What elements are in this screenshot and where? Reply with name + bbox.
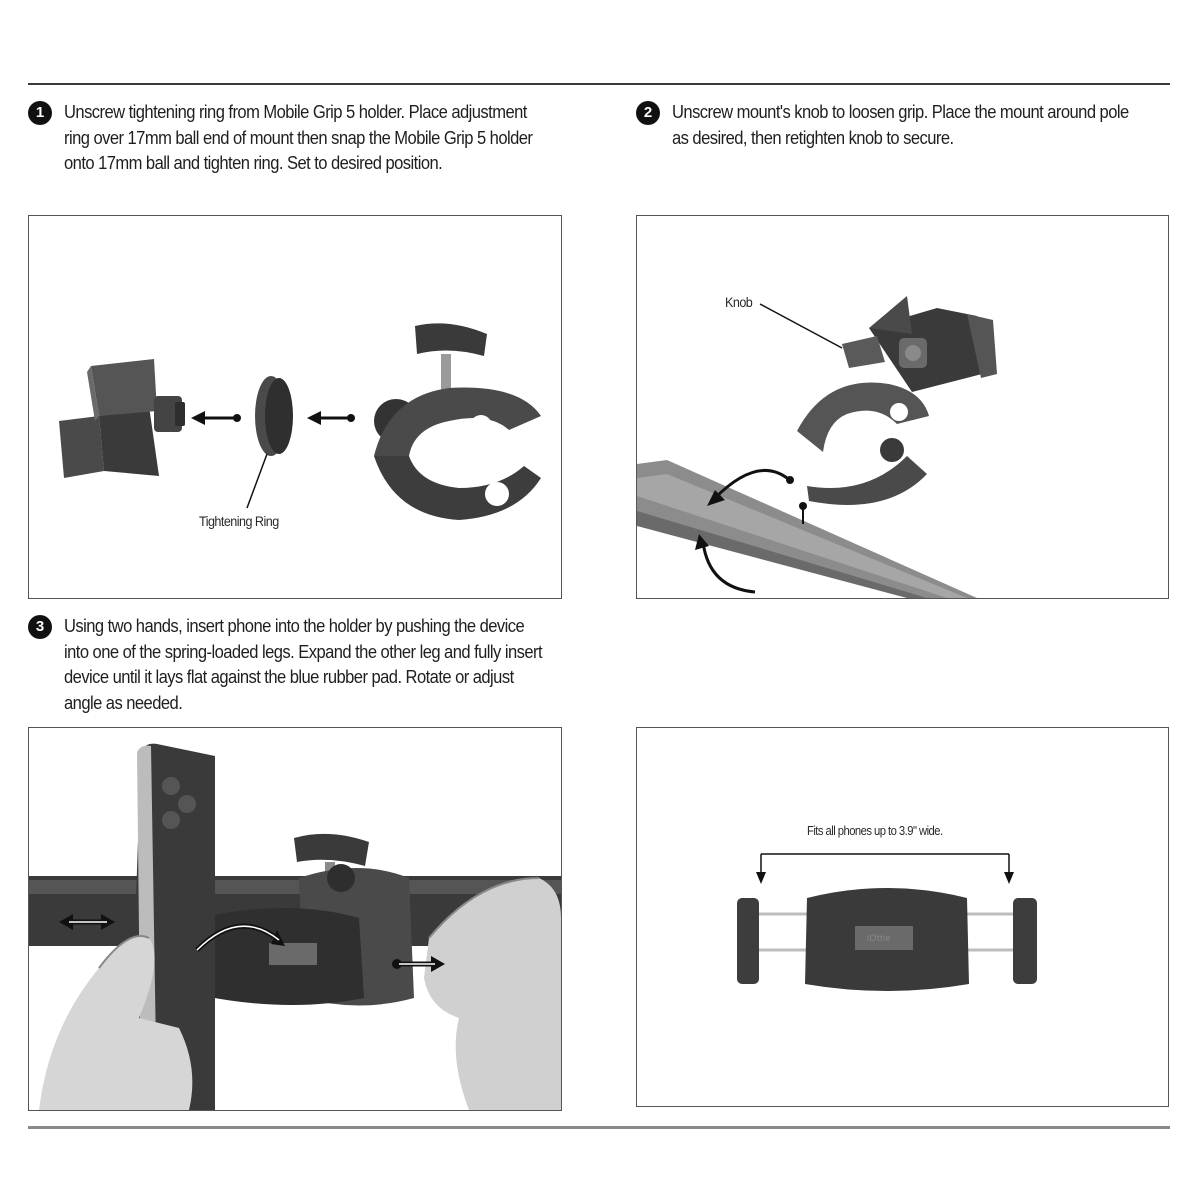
dimensions-illustration [636, 727, 1169, 1107]
step-3 [28, 614, 588, 716]
mounting-drawing [637, 216, 1168, 598]
pole-icon [637, 460, 977, 598]
width-dimension-icon [756, 854, 1014, 884]
arrow-left-icon [191, 411, 241, 425]
dimensions-drawing [637, 728, 1168, 1106]
assembly-drawing [29, 216, 561, 598]
insert-phone-illustration [28, 727, 562, 1111]
fits-phones-label: Fits all phones up to 3.9" wide. [807, 824, 943, 838]
top-rule [28, 83, 1170, 85]
step-2 [636, 100, 1176, 151]
step-3-number: 3 [28, 615, 52, 639]
insert-phone-drawing [29, 728, 561, 1110]
knob-label: Knob [725, 294, 753, 310]
phone-holder-icon [199, 908, 364, 1005]
step-2-text: Unscrew mount's knob to loosen grip. Place the mount around pole as desired, then retighten knob to secure. [672, 102, 1129, 148]
phone-holder-icon [869, 296, 997, 392]
step-1 [28, 100, 588, 177]
step-3-text: Using two hands, insert phone into the holder by pushing the device into one of the spring-loaded legs. Expand the other leg and fully insert device until it lays flat against the blue rubber pad. Rotate or adjust angle as needed. [64, 616, 543, 713]
knob-icon [760, 304, 885, 368]
step-1-number: 1 [28, 101, 52, 125]
arrow-left-icon [307, 411, 355, 425]
brand-logo-text: iOttie [867, 933, 892, 943]
assembly-illustration [28, 215, 562, 599]
tightening-ring-label: Tightening Ring [199, 513, 279, 529]
tightening-ring-icon [247, 376, 293, 508]
mounting-illustration [636, 215, 1169, 599]
mobile-grip-holder-icon [59, 359, 185, 478]
step-2-number: 2 [636, 101, 660, 125]
clamp-icon [797, 383, 929, 505]
clamp-mount-icon [374, 323, 541, 520]
step-1-text: Unscrew tightening ring from Mobile Grip 5 holder. Place adjustment ring over 17mm ball end of mount then snap the Mobile Grip 5 holder onto 17mm ball and tighten ring. Set to desired position. [64, 102, 533, 173]
bottom-rule [28, 1126, 1170, 1129]
